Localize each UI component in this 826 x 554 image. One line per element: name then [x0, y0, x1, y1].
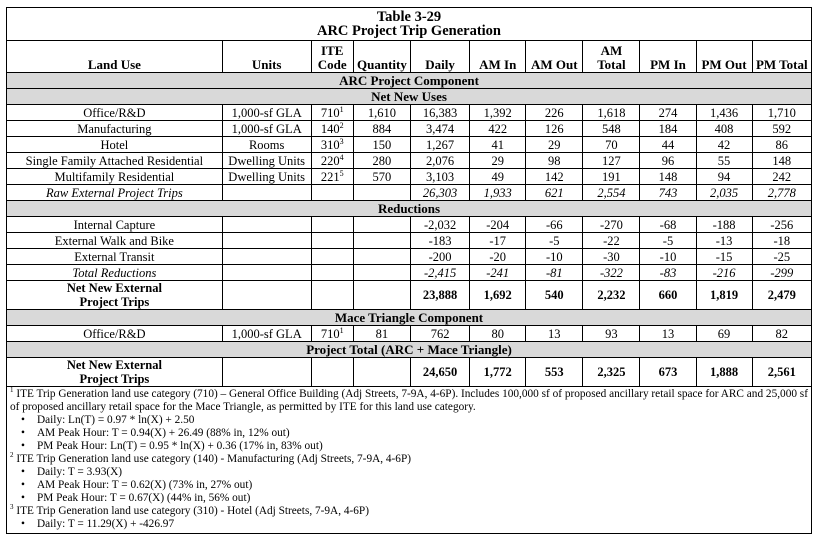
header-am-total: AM Total	[583, 41, 640, 73]
header-pm-out: PM Out	[696, 41, 752, 73]
units-cell: 1,000-sf GLA	[222, 105, 311, 121]
am-out-cell: 126	[526, 121, 583, 137]
section-arc-component: ARC Project Component	[7, 73, 812, 89]
ite-code-cell: $220^4$	[311, 153, 353, 169]
pm-out-cell: -188	[696, 217, 752, 233]
pm-in-cell: 44	[640, 137, 696, 153]
total-reductions-label: Total Reductions	[7, 265, 223, 281]
footnote-3-list	[10, 518, 808, 531]
net-new-total-label: Net New External Project Trips	[7, 358, 223, 387]
pm-in-cell: 148	[640, 169, 696, 185]
table-row	[7, 233, 812, 249]
list-item: • PM Peak Hour: Ln(T) = 0.95 * ln(X) + 0.36 (17% in, 83% out)	[24, 440, 808, 453]
table-row	[7, 137, 812, 153]
raw-pm-out: 2,035	[696, 185, 752, 201]
table-row	[7, 249, 812, 265]
pm-total-cell: -25	[752, 249, 811, 265]
footnote-2: $^2$ ITE Trip Generation land use category (140) - Manufacturing (Adj Streets, 7-9A, 4-6P)	[10, 451, 411, 465]
raw-pm-total: 2,778	[752, 185, 811, 201]
table-row	[7, 169, 812, 185]
mace-office-row: Office/R&D 1,000-sf GLA $710^1$ 81 762 80 13 93 13 69 82	[7, 326, 812, 342]
am-in-cell: 41	[470, 137, 526, 153]
header-pm-total: PM Total	[752, 41, 811, 73]
pm-in-cell: 96	[640, 153, 696, 169]
units-cell: Dwelling Units	[222, 169, 311, 185]
list-item: • PM Peak Hour: T = 0.67(X) (44% in, 56% out)	[24, 492, 808, 505]
header-am-out: AM Out	[526, 41, 583, 73]
quantity-cell: 1,610	[353, 105, 410, 121]
pm-total-cell: 86	[752, 137, 811, 153]
net-new-arc-row: Net New External Project Trips 23,888 1,692 540 2,232 660 1,819 2,479	[7, 281, 812, 310]
am-in-cell: -20	[470, 249, 526, 265]
table-row	[7, 153, 812, 169]
header-land-use: Land Use	[7, 41, 223, 73]
units-cell: Rooms	[222, 137, 311, 153]
pm-in-cell: -10	[640, 249, 696, 265]
ite-code-cell: $710^1$	[311, 105, 353, 121]
list-item: • Daily: T = 3.93(X)	[24, 466, 808, 479]
pm-out-cell: 55	[696, 153, 752, 169]
daily-cell: -2,032	[410, 217, 469, 233]
list-item: • AM Peak Hour: T = 0.94(X) + 26.49 (88% in, 12% out)	[24, 427, 808, 440]
am-in-cell: 49	[470, 169, 526, 185]
section-net-new-uses: Net New Uses	[7, 89, 812, 105]
daily-cell: 3,474	[410, 121, 469, 137]
raw-am-in: 1,933	[470, 185, 526, 201]
reduction-rows	[7, 217, 812, 265]
footnote-2-list	[10, 466, 808, 505]
header-units: Units	[222, 41, 311, 73]
am-total-cell: 548	[583, 121, 640, 137]
am-in-cell: 1,392	[470, 105, 526, 121]
pm-out-cell: 1,436	[696, 105, 752, 121]
am-total-cell: 1,618	[583, 105, 640, 121]
quantity-cell: 884	[353, 121, 410, 137]
pm-out-cell: -15	[696, 249, 752, 265]
list-item: • Daily: T = 11.29(X) + -426.97	[24, 518, 808, 531]
raw-daily: 26,303	[410, 185, 469, 201]
pm-total-cell: 148	[752, 153, 811, 169]
am-out-cell: 98	[526, 153, 583, 169]
reduction-label: External Walk and Bike	[7, 233, 223, 249]
trip-generation-table	[6, 7, 812, 387]
am-out-cell: -66	[526, 217, 583, 233]
section-project-total: Project Total (ARC + Mace Triangle)	[7, 342, 812, 358]
footnote-3: $^3$ ITE Trip Generation land use category (310) - Hotel (Adj Streets, 7-9A, 4-6P)	[10, 503, 369, 517]
am-total-cell: -30	[583, 249, 640, 265]
daily-cell: -200	[410, 249, 469, 265]
daily-cell: 2,076	[410, 153, 469, 169]
header-ite-code: ITE Code	[311, 41, 353, 73]
land-use-cell: Manufacturing	[7, 121, 223, 137]
footnote-1: $^1$ ITE Trip Generation land use category (710) – General Office Building (Adj Streets, 7-9A, 4-6P). Includes 100,000 sf of proposed ancillary retail space for ARC and 25,000 sf of proposed ancillary retail space for the Mace Triangle, as permitted by ITE for this land use category.	[10, 386, 808, 413]
footnotes	[6, 387, 812, 534]
header-row	[7, 41, 812, 73]
header-pm-in: PM In	[640, 41, 696, 73]
raw-external-row	[7, 185, 812, 201]
land-use-cell: Office/R&D	[7, 105, 223, 121]
raw-am-out: 621	[526, 185, 583, 201]
net-new-arc-label: Net New External Project Trips	[7, 281, 223, 310]
quantity-cell: 280	[353, 153, 410, 169]
pm-total-cell: 242	[752, 169, 811, 185]
pm-total-cell: 1,710	[752, 105, 811, 121]
pm-out-cell: -13	[696, 233, 752, 249]
am-out-cell: -5	[526, 233, 583, 249]
footnote-1-list	[10, 414, 808, 453]
am-total-cell: -270	[583, 217, 640, 233]
raw-am-total: 2,554	[583, 185, 640, 201]
table-row	[7, 217, 812, 233]
land-use-cell: Multifamily Residential	[7, 169, 223, 185]
net-new-total-row: Net New External Project Trips 24,650 1,772 553 2,325 673 1,888 2,561	[7, 358, 812, 387]
pm-out-cell: 94	[696, 169, 752, 185]
am-total-cell: 127	[583, 153, 640, 169]
table-row	[7, 105, 812, 121]
table-title: ARC Project Trip Generation	[316, 23, 502, 39]
raw-external-label: Raw External Project Trips	[7, 185, 223, 201]
am-total-cell: 191	[583, 169, 640, 185]
trip-generation-table-container	[6, 7, 812, 534]
raw-pm-in: 743	[640, 185, 696, 201]
pm-total-cell: 592	[752, 121, 811, 137]
daily-cell: -183	[410, 233, 469, 249]
am-in-cell: -17	[470, 233, 526, 249]
quantity-cell: 570	[353, 169, 410, 185]
daily-cell: 3,103	[410, 169, 469, 185]
pm-in-cell: -68	[640, 217, 696, 233]
quantity-cell: 150	[353, 137, 410, 153]
reduction-label: Internal Capture	[7, 217, 223, 233]
pm-in-cell: 274	[640, 105, 696, 121]
am-total-cell: -22	[583, 233, 640, 249]
am-in-cell: 422	[470, 121, 526, 137]
pm-out-cell: 42	[696, 137, 752, 153]
land-use-cell: Single Family Attached Residential	[7, 153, 223, 169]
pm-in-cell: -5	[640, 233, 696, 249]
pm-total-cell: -256	[752, 217, 811, 233]
pm-out-cell: 408	[696, 121, 752, 137]
am-out-cell: 226	[526, 105, 583, 121]
land-use-cell: Hotel	[7, 137, 223, 153]
header-daily: Daily	[410, 41, 469, 73]
units-cell: Dwelling Units	[222, 153, 311, 169]
section-reductions: Reductions	[7, 201, 812, 217]
total-reductions-row: Total Reductions -2,415 -241 -81 -322 -83 -216 -299	[7, 265, 812, 281]
am-in-cell: -204	[470, 217, 526, 233]
list-item: • AM Peak Hour: T = 0.62(X) (73% in, 27% out)	[24, 479, 808, 492]
pm-in-cell: 184	[640, 121, 696, 137]
ite-code-cell: $140^2$	[311, 121, 353, 137]
pm-total-cell: -18	[752, 233, 811, 249]
ite-code-cell: $221^5$	[311, 169, 353, 185]
am-out-cell: -10	[526, 249, 583, 265]
land-use-rows	[7, 105, 812, 185]
am-total-cell: 70	[583, 137, 640, 153]
am-out-cell: 142	[526, 169, 583, 185]
am-out-cell: 29	[526, 137, 583, 153]
reduction-label: External Transit	[7, 249, 223, 265]
ite-code-cell: $310^3$	[311, 137, 353, 153]
table-row	[7, 121, 812, 137]
section-mace-triangle: Mace Triangle Component	[7, 310, 812, 326]
header-am-in: AM In	[470, 41, 526, 73]
list-item: • Daily: Ln(T) = 0.97 * ln(X) + 2.50	[24, 414, 808, 427]
header-quantity: Quantity	[353, 41, 410, 73]
daily-cell: 16,383	[410, 105, 469, 121]
am-in-cell: 29	[470, 153, 526, 169]
table-title-row	[7, 8, 812, 41]
daily-cell: 1,267	[410, 137, 469, 153]
units-cell: 1,000-sf GLA	[222, 121, 311, 137]
table-number: Table 3-29	[376, 9, 442, 25]
